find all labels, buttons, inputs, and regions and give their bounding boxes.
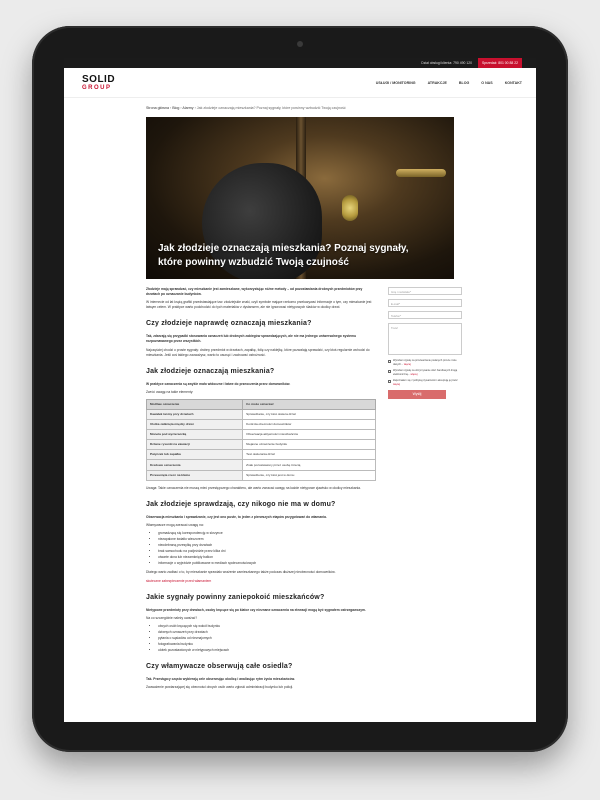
content bbox=[64, 279, 536, 693]
list-item: • brak samochodu na podjeździe przez kilka dni bbox=[158, 549, 376, 554]
table-row bbox=[147, 470, 376, 480]
list-item: • nieodebraną przesyłkę przy drzwiach bbox=[158, 543, 376, 548]
name-field[interactable]: Imię i nazwisko* bbox=[388, 287, 462, 295]
camera-icon bbox=[297, 41, 303, 47]
list-item: • pytania o sąsiadów od nieznajomych bbox=[158, 636, 376, 641]
consent-text: Wyrażam zgodę na przetwarzanie podanych przeze mnie danych... bbox=[393, 359, 457, 366]
list-item: • fotografowania budynku bbox=[158, 642, 376, 647]
article-link[interactable]: skuteczne zabezpieczenie przed włamaniem bbox=[146, 578, 212, 583]
email-field[interactable]: E-mail* bbox=[388, 299, 462, 307]
topbar-phone-button[interactable]: Sprzedaż: 801 00 88 22 bbox=[478, 58, 522, 68]
breadcrumb: Strona główna › Blog › Alarmy › Jak złodzieje oznaczają mieszkania? Poznaj sygnały, które powinny wzbudzić Twoją czujność bbox=[146, 106, 346, 110]
section-paragraph: Zauważenie powtarzającej się obecności obcych osób warto zgłosić administracji budynku lub policji. bbox=[146, 685, 294, 690]
tablet-frame bbox=[32, 26, 568, 752]
table-cell: Moneta pod wycieraczką bbox=[147, 429, 243, 439]
page-title: Jak złodzieje oznaczają mieszkania? Poznaj sygnały, które powinny wzbudzić Twoją czujność bbox=[158, 243, 409, 268]
list-item: • otwarte okna lub niezamknięty balkon bbox=[158, 555, 376, 560]
table-cell: Patyczek lub zapałka bbox=[147, 450, 243, 460]
phone-field[interactable]: Telefon* bbox=[388, 311, 462, 319]
breadcrumb-home[interactable]: Strona główna bbox=[146, 106, 169, 110]
article-intro-2: W internecie od lat krążą grafiki przedstawiające tzw. złodziejskie znaki, czyli symbole mające rzekomo przekazywać informacje o tym, czy mieszkanie jest łatwym celem. W praktyce warto podchodzić do tych materiałów z dystansem, ale nie ignorować nietypowych śladów w okolicy drzwi. bbox=[146, 300, 372, 310]
table-row bbox=[147, 419, 376, 429]
table-cell: Sprawdzanie, czy ktoś otwiera drzwi bbox=[243, 409, 376, 419]
screen bbox=[64, 58, 536, 722]
table-header: Co może oznaczać bbox=[243, 399, 376, 409]
more-link[interactable]: więcej bbox=[410, 372, 418, 376]
table-row bbox=[147, 440, 376, 450]
table-cell: Test otwierania drzwi bbox=[243, 450, 376, 460]
table-cell: Kawałek taśmy przy drzwiach bbox=[147, 409, 243, 419]
section-heading: Jak złodzieje sprawdzają, czy nikogo nie ma w domu? bbox=[146, 500, 336, 508]
list-item: • ulotek pozostawionych w nietypowych miejscach bbox=[158, 648, 376, 653]
door-handle bbox=[396, 169, 446, 177]
more-link[interactable]: więcej bbox=[393, 382, 400, 386]
hero-image bbox=[146, 117, 454, 279]
breadcrumb-category[interactable]: Alarmy bbox=[182, 106, 194, 110]
table-cell: Przesunięta rzecz na klatce bbox=[147, 470, 243, 480]
section-paragraph: Włamywacze mogą zwracać uwagę na: bbox=[146, 522, 204, 527]
breadcrumb-blog[interactable]: Blog bbox=[172, 106, 180, 110]
logo-text: SOLID bbox=[82, 73, 116, 85]
signs-table bbox=[146, 399, 376, 481]
contact-form bbox=[388, 287, 462, 693]
list-item: • niezapalone światło wieczorem bbox=[158, 537, 376, 542]
table-cell: Ulotka zatknięta między drzwi bbox=[147, 419, 243, 429]
section-heading: Czy złodzieje naprawdę oznaczają mieszkania? bbox=[146, 320, 312, 328]
section-heading: Jak złodzieje oznaczają mieszkania? bbox=[146, 367, 275, 375]
section-lead: Tak. Przestępcy często wybierają cele obserwując okolicę i analizując rytm życia mieszkańców. bbox=[146, 677, 295, 682]
table-cell: Kontrola obecności domowników bbox=[243, 419, 376, 429]
section-lead: Nietypowe przedmioty przy drzwiach, osoby kręcące się po klatce czy nieznane oznaczenia na elewacji mogą być sygnałem ostrzegawczym. bbox=[146, 607, 366, 612]
topbar-contact[interactable]: Dział obsługi klienta: 790 490 120 bbox=[421, 61, 472, 65]
list-item: • gromadzącą się korespondencję w skrzynce bbox=[158, 531, 376, 536]
top-bar bbox=[64, 58, 536, 68]
section-lead: Tak, zdarzają się przypadki stosowania oznaczeń lub drobnych zabiegów sprawdzających, ale nie ma jednego uniwersalnego systemu rozpoznawanego przez wszystkich. bbox=[146, 334, 357, 344]
section-paragraph: Zwróć uwagę na takie elementy: bbox=[146, 389, 194, 394]
table-cell: Obserwacja aktywności mieszkańców bbox=[243, 429, 376, 439]
bullet-list bbox=[158, 624, 376, 654]
consent-3 bbox=[388, 379, 462, 386]
nav-item-contact[interactable]: KONTAKT bbox=[504, 80, 522, 85]
list-item: • informacje o wyjeździe publikowane w mediach społecznościowych bbox=[158, 561, 376, 566]
consent-2 bbox=[388, 369, 462, 376]
nav-item-attractions[interactable]: ATRAKCJE bbox=[427, 80, 447, 85]
section-lead: Obserwacja mieszkania i sprawdzanie, czy jest ono puste, to jeden z pierwszych etapów przygotowań do włamania. bbox=[146, 514, 327, 519]
section-heading: Czy włamywacze obserwują całe osiedla? bbox=[146, 663, 293, 671]
consent-checkbox[interactable] bbox=[388, 370, 391, 373]
table-row bbox=[147, 450, 376, 460]
nav-item-about[interactable]: O NAS bbox=[481, 80, 493, 85]
list-item: • obcych osób kręcących się wokół budynku bbox=[158, 624, 376, 629]
table-cell: Niejasne oznaczenie budynku bbox=[243, 440, 376, 450]
consent-text: Wyrażam zgodę na otrzymywanie ofert handlowych drogą elektroniczną... bbox=[393, 369, 458, 376]
article bbox=[146, 287, 376, 693]
main-nav bbox=[376, 81, 522, 85]
table-row bbox=[147, 460, 376, 470]
table-note: Uwaga: Takie oznaczenia nie muszą mieć przestępczego charakteru, ale warto zwracać uwagę na każde nietypowe zjawisko w okolicy mieszkania. bbox=[146, 485, 361, 490]
table-cell: Kredowe oznaczenia bbox=[147, 460, 243, 470]
table-cell: Dziwne rysunki na elewacji bbox=[147, 440, 243, 450]
section-lead: W praktyce oznaczenia są zwykle mało widoczne i łatwe do przeoczenia przez domowników. bbox=[146, 381, 291, 386]
section-heading: Jakie sygnały powinny zaniepokoić mieszkańców? bbox=[146, 593, 325, 601]
door-lock bbox=[342, 195, 358, 221]
consent-checkbox[interactable] bbox=[388, 360, 391, 363]
logo[interactable] bbox=[82, 75, 115, 91]
message-field[interactable]: Treść bbox=[388, 323, 462, 355]
article-intro: Złodzieje mają sprawdzać, czy mieszkanie jest zamieszkane, wykorzystując różne metody – od pozostawiania drobnych przedmiotów przy drzwiach po oznaczanie budynków. bbox=[146, 287, 363, 297]
table-header: Możliwe oznaczenie bbox=[147, 399, 243, 409]
nav-item-services[interactable]: USŁUGI / MONITORING bbox=[375, 80, 416, 85]
consent-1 bbox=[388, 359, 462, 366]
list-item: • dziwnych oznaczeń przy drzwiach bbox=[158, 630, 376, 635]
table-cell: Sprawdzenie, czy ktoś jest w domu bbox=[243, 470, 376, 480]
logo-subtext: GROUP bbox=[82, 84, 112, 91]
bullet-list bbox=[158, 531, 376, 567]
table-cell: Znak pozostawiony przez osobę trzecią bbox=[243, 460, 376, 470]
table-row bbox=[147, 429, 376, 439]
table-row bbox=[147, 409, 376, 419]
nav-item-blog[interactable]: BLOG bbox=[458, 80, 470, 85]
send-button[interactable]: Wyślij bbox=[388, 390, 446, 399]
consent-checkbox[interactable] bbox=[388, 380, 391, 383]
more-link[interactable]: więcej bbox=[403, 362, 411, 366]
breadcrumb-current: Jak złodzieje oznaczają mieszkania? Poznaj sygnały, które powinny wzbudzić Twoją czujność bbox=[196, 106, 346, 110]
section-paragraph: Dlatego warto zadbać o to, by mieszkanie sprawiało wrażenie zamieszkanego także podczas dłuższej nieobecności domowników. bbox=[146, 570, 336, 575]
header bbox=[64, 68, 536, 98]
consent-text: Zapoznałem się z polityką prywatności i akceptuję jej treść bbox=[393, 379, 458, 382]
section-paragraph: Na co szczególnie należy uważać? bbox=[146, 615, 198, 620]
section-paragraph: Najczęściej chodzi o proste sygnały: drobny przedmiot w drzwiach, zapałkę, folię czy naklejkę, które pozwalają sprawdzić, czy ktoś regularnie wchodzi do mieszkania. Jeśli coś takiego zauważysz, warto to usunąć i zachować ostrożność. bbox=[146, 347, 370, 357]
